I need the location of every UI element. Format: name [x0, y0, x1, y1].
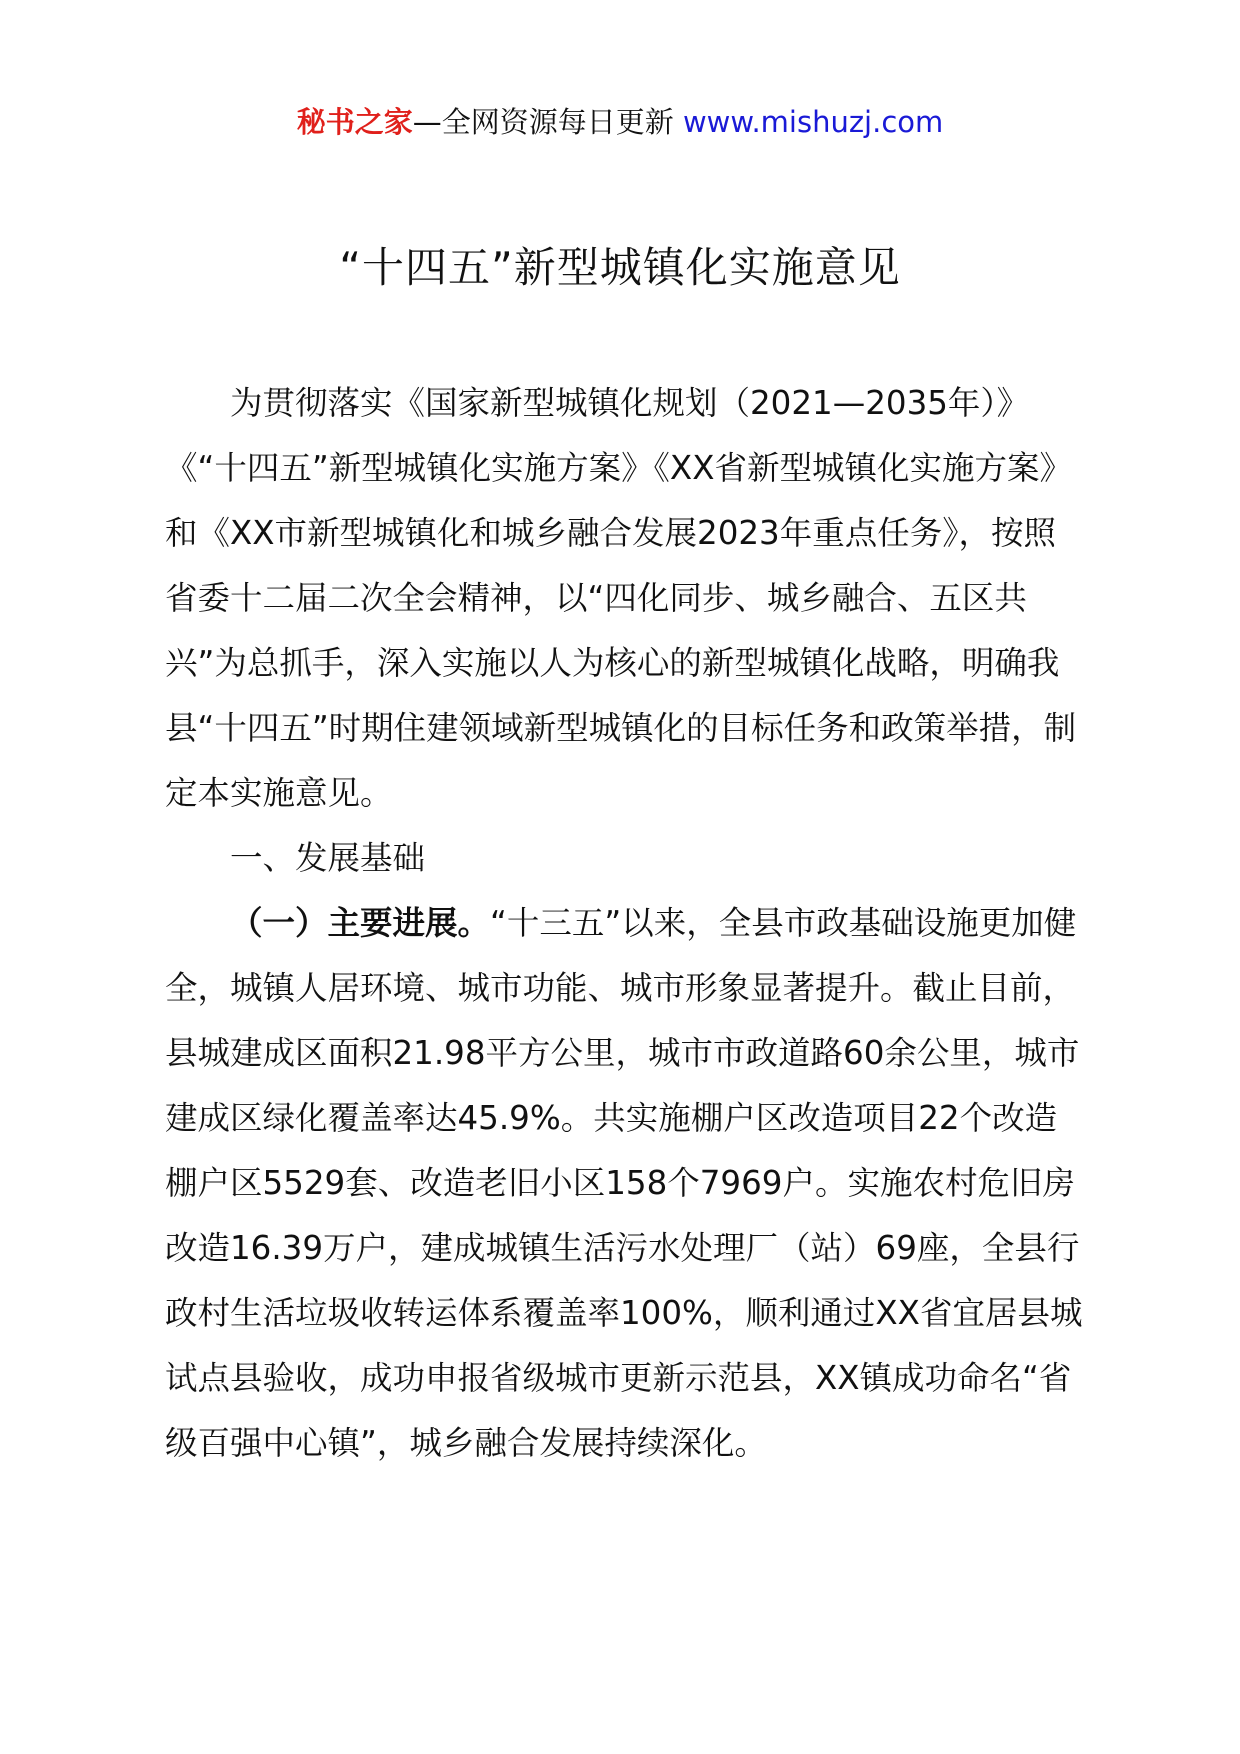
header-tagline: —全网资源每日更新 — [412, 105, 674, 139]
subsection-lead: （一）主要进展。 — [230, 904, 491, 942]
brand-name: 秘书之家 — [296, 105, 413, 139]
subsection-paragraph-1-1 — [165, 891, 1085, 1476]
site-url-link[interactable]: www.mishuzj.com — [682, 105, 944, 139]
section-heading-1: 一、发展基础 — [230, 839, 426, 877]
subsection-body: “十三五”以来，全县市政基础设施更加健全，城镇人居环境、城市功能、城市形象显著提升。截止目前，县城建成区面积21.98平方公里，城市市政道路60余公里，城市建成区绿化覆盖率达45.9%。共实施棚户区改造项目22个改造棚户区5529套、改造老旧小区158个7969户。实施农村危旧房改造16.39万户，建成城镇生活污水处理厂（站）69座，全县行政村生活垃圾收转运体系覆盖率100%，顺利通过XX省宜居县城试点县验收，成功申报省级城市更新示范县，XX镇成功命名“省级百强中心镇”，城乡融合发展持续深化。 — [165, 904, 1083, 1462]
intro-paragraph: 为贯彻落实《国家新型城镇化规划（2021—2035年）》《“十四五”新型城镇化实施方案》《XX省新型城镇化实施方案》和《XX市新型城镇化和城乡融合发展2023年重点任务》，按照省委十二届二次全会精神，以“四化同步、城乡融合、五区共兴”为总抓手，深入实施以人为核心的新型城镇化战略，明确我县“十四五”时期住建领域新型城镇化的目标任务和政策举措，制定本实施意见。 — [165, 384, 1077, 812]
document-body — [165, 371, 1085, 1476]
document-title: “十四五”新型城镇化实施意见 — [339, 243, 901, 292]
site-header-banner — [0, 102, 1240, 142]
